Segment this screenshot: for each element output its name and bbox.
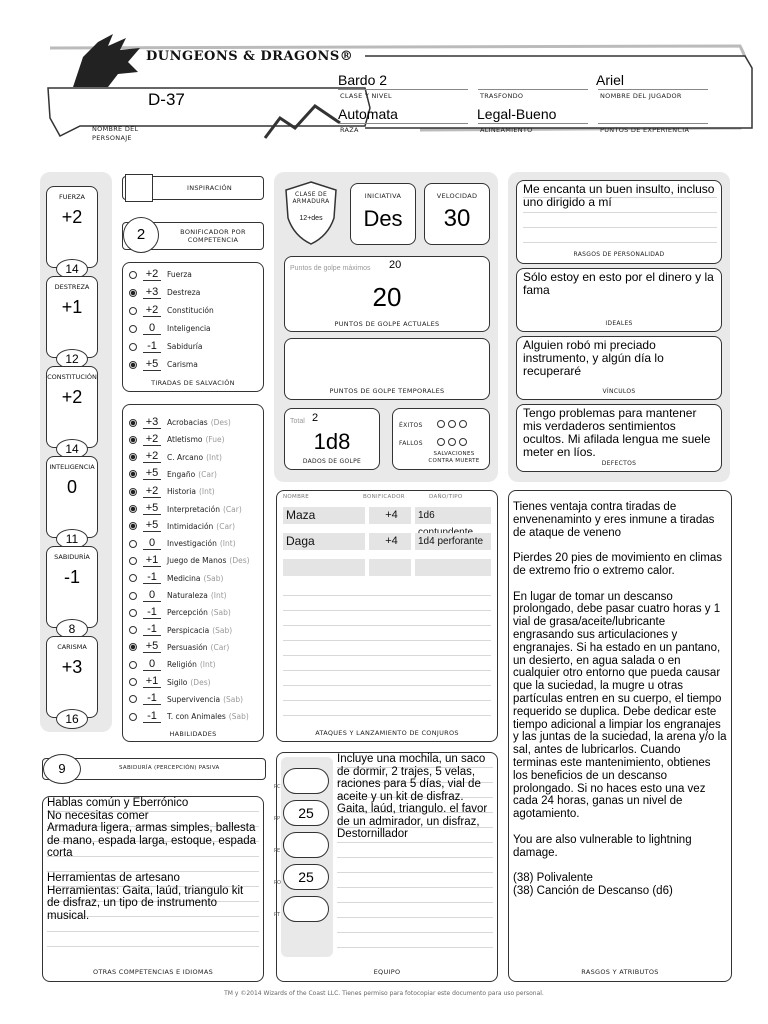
ability-name: CONSTITUCIÓN — [47, 373, 97, 381]
saving-throw-value[interactable]: +5 — [143, 359, 161, 371]
death-saves-label: SALVACIONES CONTRA MUERTE — [428, 451, 480, 464]
logo-text: DUNGEONS & DRAGONS® — [146, 49, 354, 64]
proficiency-dot[interactable] — [129, 470, 137, 478]
skill-attribute: (Int) — [219, 539, 236, 549]
hp-temp-box — [284, 338, 490, 400]
skill-attribute: (Fue) — [205, 435, 225, 445]
skill-value[interactable]: -1 — [143, 693, 161, 705]
skill-row[interactable] — [129, 657, 216, 672]
proficiency-dot[interactable] — [129, 361, 137, 369]
initiative-label: INICIATIVA — [364, 192, 402, 200]
skill-attribute: (Int) — [206, 452, 222, 462]
success-circle[interactable] — [437, 420, 445, 428]
skills-box — [122, 404, 264, 742]
armor-class-value[interactable]: 12+des — [299, 215, 323, 222]
attack-empty-cell[interactable] — [415, 559, 491, 576]
skill-name: Investigación — [167, 539, 217, 549]
skill-attribute: (Car) — [216, 521, 236, 531]
saving-throw-name: Inteligencia — [167, 324, 211, 333]
traits-box — [516, 180, 722, 264]
skill-attribute: (Sab) — [203, 573, 224, 583]
hit-dice-label: DADOS DE GOLPE — [302, 458, 362, 465]
failure-circle[interactable] — [459, 438, 467, 446]
proficiencies-text[interactable]: Hablas común y Eberrónico No necesitas comer Armadura ligera, armas simples, ballesta de mano, espada larga, estoque, espada corta Herramientas de artesano Herramientas: Gaita, laúd, triangulo kit de disfraz, un tipo de instrumento musical. — [47, 797, 259, 957]
coin-label: PO — [274, 880, 281, 886]
attack-empty-cell[interactable] — [283, 559, 365, 576]
initiative-box — [350, 183, 416, 245]
ability-score[interactable]: 8 — [56, 619, 88, 639]
saving-throw-name: Fuerza — [167, 270, 192, 279]
coin-field[interactable] — [274, 864, 329, 890]
skill-row[interactable] — [129, 432, 225, 447]
skill-name: C. Arcano — [167, 452, 204, 462]
ideals-text[interactable]: Sólo estoy en esto por el dinero y la fama — [523, 270, 714, 297]
saving-throw-value[interactable]: +3 — [143, 287, 161, 299]
skill-name: Medicina — [167, 573, 201, 583]
skill-name: Acrobacias — [167, 418, 208, 427]
skill-row[interactable] — [129, 519, 235, 534]
coin-field[interactable] — [274, 768, 329, 794]
skill-name: Engaño — [167, 469, 196, 479]
skill-attribute: (Sab) — [210, 608, 231, 618]
ability-name: INTELIGENCIA — [49, 463, 95, 471]
passive-wisdom-label: SABIDURÍA (PERCEPCIÓN) PASIVA — [119, 765, 220, 771]
ability-name: CARISMA — [57, 643, 87, 651]
skill-value[interactable]: 0 — [143, 590, 161, 602]
attacks-title: ATAQUES Y LANZAMIENTO DE CONJUROS — [315, 729, 459, 737]
ideals-box — [516, 268, 722, 332]
bonds-box — [516, 336, 722, 400]
attacks-notes[interactable] — [283, 581, 491, 721]
skill-name: Perspicacia — [167, 625, 210, 635]
skill-name: Percepción — [167, 608, 208, 618]
saving-throws-box — [122, 262, 264, 392]
skill-attribute: (Int) — [198, 487, 215, 497]
flaws-label: DEFECTOS — [601, 460, 637, 467]
inspiration-box — [122, 176, 264, 200]
ability-box — [46, 546, 98, 636]
hp-max-label: Puntos de golpe máximos — [290, 265, 371, 272]
ability-modifier[interactable]: 0 — [66, 477, 77, 497]
hit-dice-box — [284, 408, 380, 470]
saving-throw-name: Destreza — [167, 288, 201, 297]
ability-score[interactable]: 14 — [56, 439, 88, 459]
ability-modifier[interactable]: +2 — [61, 207, 83, 227]
bonds-text[interactable]: Alguien robó mi preciado instrumento, y algún día lo recuperaré — [523, 338, 664, 378]
proficiency-dot[interactable] — [129, 626, 137, 634]
coin-field[interactable] — [274, 896, 329, 922]
inspiration-input[interactable] — [125, 174, 153, 202]
skills-title: HABILIDADES — [169, 730, 217, 738]
speed-box — [424, 183, 490, 245]
proficiency-dot[interactable] — [129, 289, 137, 297]
death-saves-failures[interactable] — [437, 438, 467, 446]
proficiency-dot[interactable] — [129, 643, 137, 651]
features-box — [508, 490, 732, 982]
alignment-label: ALINEAMIENTO — [480, 126, 533, 134]
attacks-box — [276, 490, 498, 742]
failure-circle[interactable] — [437, 438, 445, 446]
saving-throw-value[interactable]: +2 — [143, 269, 161, 281]
proficiency-dot[interactable] — [129, 522, 137, 530]
skill-row[interactable] — [129, 467, 217, 482]
attacks-col-damage: DAÑO/TIPO — [429, 494, 463, 500]
skill-row[interactable] — [129, 553, 250, 568]
skill-value[interactable]: -1 — [143, 572, 161, 584]
skill-attribute: (Sab) — [212, 625, 233, 635]
proficiency-dot[interactable] — [129, 678, 137, 686]
proficiency-dot[interactable] — [129, 453, 137, 461]
proficiency-dot[interactable] — [129, 436, 137, 444]
saving-throw-name: Sabiduría — [167, 342, 203, 351]
attack-bonus[interactable]: +4 — [369, 507, 411, 524]
character-name[interactable]: D-37 — [148, 90, 185, 109]
skill-name: T. con Animales — [167, 712, 226, 722]
saving-throw-row[interactable] — [129, 321, 211, 336]
proficiency-dot[interactable] — [129, 307, 137, 315]
skill-row[interactable] — [129, 450, 222, 465]
ability-modifier[interactable]: +2 — [61, 387, 83, 407]
flaws-text[interactable]: Tengo problemas para mantener mis verdaderos sentimientos ocultos. Mi afilada lengua me suele meter en líos. — [523, 406, 711, 459]
saving-throw-name: Carisma — [167, 360, 198, 369]
saving-throw-value[interactable]: 0 — [143, 323, 161, 335]
ideals-label: IDEALES — [605, 320, 633, 327]
ability-box — [46, 276, 98, 366]
race[interactable]: Automata — [338, 106, 398, 122]
skill-row[interactable] — [129, 605, 231, 620]
footer-copyright: TM y ©2014 Wizards of the Coast LLC. Tienes permiso para fotocopiar este documento para uso personal. — [224, 990, 544, 997]
proficiency-dot[interactable] — [129, 488, 137, 496]
proficiency-dot[interactable] — [129, 419, 137, 427]
proficiency-dot[interactable] — [129, 343, 137, 351]
attacks-col-name: NOMBRE — [283, 494, 310, 500]
saving-throw-row[interactable] — [129, 303, 214, 318]
proficiency-dot[interactable] — [129, 574, 137, 582]
ability-name: FUERZA — [58, 193, 86, 201]
skill-value[interactable]: +5 — [143, 641, 161, 653]
death-saves-successes[interactable] — [437, 420, 467, 428]
saving-throw-row[interactable] — [129, 267, 192, 282]
proficiency-dot[interactable] — [129, 505, 137, 513]
proficiency-dot[interactable] — [129, 325, 137, 333]
skill-attribute: (Sab) — [228, 712, 249, 722]
hp-current-label: PUNTOS DE GOLPE ACTUALES — [334, 320, 440, 328]
skill-row[interactable] — [129, 536, 236, 551]
bonds-label: VÍNCULOS — [602, 388, 636, 395]
skill-row[interactable] — [129, 709, 249, 724]
death-saves-box — [392, 408, 490, 470]
saving-throw-value[interactable]: -1 — [143, 341, 161, 353]
skill-name: Juego de Manos — [167, 556, 227, 566]
ability-box — [46, 366, 98, 456]
skill-attribute: (Des) — [229, 556, 250, 566]
background-label: TRASFONDO — [480, 92, 524, 100]
skill-name: Supervivencia — [167, 694, 221, 704]
speed-label: VELOCIDAD — [436, 192, 478, 200]
proficiency-dot[interactable] — [129, 271, 137, 279]
skill-name: Atletismo — [167, 435, 203, 445]
skill-attribute: (Des) — [210, 418, 231, 427]
class-level[interactable]: Bardo 2 — [338, 72, 388, 88]
inspiration-label: INSPIRACIÓN — [187, 184, 233, 192]
skill-name: Intimidación — [167, 521, 214, 531]
skill-row[interactable] — [129, 640, 229, 655]
ability-score[interactable]: 12 — [56, 349, 88, 369]
skill-value[interactable]: +2 — [143, 434, 161, 446]
skill-name: Religión — [167, 660, 197, 670]
skill-value[interactable]: +2 — [143, 451, 161, 463]
skill-name: Sigilo — [167, 677, 188, 687]
player-name[interactable]: Ariel — [596, 72, 625, 88]
feature-paragraph: Pierdes 20 pies de movimiento en climas de extremo frio o extremo calor. — [513, 552, 726, 577]
player-name-label: NOMBRE DEL JUGADOR — [600, 92, 682, 100]
skill-row[interactable] — [129, 484, 215, 499]
skill-value[interactable]: -1 — [143, 711, 161, 723]
class-level-label: CLASE Y NIVEL — [340, 92, 392, 100]
ability-name: DESTREZA — [54, 283, 90, 291]
saving-throw-row[interactable] — [129, 357, 198, 372]
skill-row[interactable] — [129, 675, 211, 690]
dragon-logo-icon — [68, 32, 148, 92]
initiative-value[interactable]: Des — [363, 206, 403, 231]
proficiency-dot[interactable] — [129, 695, 137, 703]
feature-paragraph: (38) Polivalente (38) Canción de Descanso (d6) — [513, 872, 673, 897]
skill-attribute: (Car) — [222, 504, 242, 514]
coin-field[interactable] — [274, 800, 329, 826]
features-title: RASGOS Y ATRIBUTOS — [581, 968, 659, 976]
saving-throw-value[interactable]: +2 — [143, 305, 161, 317]
success-circle[interactable] — [459, 420, 467, 428]
features-text[interactable] — [513, 501, 730, 911]
skill-value[interactable]: +2 — [143, 486, 161, 498]
ability-score[interactable]: 11 — [56, 529, 88, 549]
ability-box — [46, 636, 98, 726]
skill-value[interactable]: +5 — [143, 503, 161, 515]
hit-dice-total-label: Total — [290, 418, 305, 425]
skill-value[interactable]: +1 — [143, 555, 161, 567]
proficiency-dot[interactable] — [129, 609, 137, 617]
hp-current-box — [284, 256, 490, 332]
attack-empty-cell[interactable] — [369, 559, 411, 576]
attack-name[interactable]: Daga — [283, 533, 365, 550]
flaws-box — [516, 404, 722, 472]
death-saves-successes-label: ÉXITOS — [399, 422, 423, 429]
ability-box — [46, 186, 98, 276]
attack-damage[interactable]: 1d4 perforante — [415, 533, 491, 550]
skill-row[interactable] — [129, 415, 231, 430]
skill-attribute: (Sab) — [223, 694, 244, 704]
skill-row[interactable] — [129, 588, 227, 603]
coin-field[interactable] — [274, 832, 329, 858]
failure-circle[interactable] — [448, 438, 456, 446]
traits-text[interactable]: Me encanta un buen insulto, incluso uno dirigido a mí — [523, 183, 717, 247]
skill-value[interactable]: -1 — [143, 607, 161, 619]
skill-value[interactable]: +1 — [143, 676, 161, 688]
skill-value[interactable]: +3 — [143, 417, 161, 429]
attacks-col-bonus: BONIFICADOR — [363, 494, 405, 500]
ability-score[interactable]: 16 — [56, 709, 88, 729]
alignment[interactable]: Legal-Bueno — [477, 106, 557, 122]
success-circle[interactable] — [448, 420, 456, 428]
coin-label: PP — [274, 816, 281, 822]
proficiency-dot[interactable] — [129, 557, 137, 565]
proficiency-dot[interactable] — [129, 713, 137, 721]
skill-name: Persuasión — [167, 642, 208, 652]
character-name-label: NOMBRE DEL PERSONAJE — [92, 125, 139, 142]
passive-wisdom-box — [42, 758, 266, 780]
equipment-title: EQUIPO — [373, 968, 401, 976]
skill-attribute: (Int) — [210, 591, 227, 600]
proficiency-dot[interactable] — [129, 540, 137, 548]
feature-paragraph: Tienes ventaja contra tiradas de envenenaminto y eres inmune a tiradas de ataque de veneno — [513, 501, 718, 539]
hp-current-value[interactable]: 20 — [372, 282, 402, 312]
coin-label: PT — [274, 912, 281, 918]
ability-score[interactable]: 14 — [56, 259, 88, 279]
proficiency-dot[interactable] — [129, 661, 137, 669]
ability-modifier[interactable]: +1 — [61, 297, 83, 317]
hit-dice-total[interactable]: 2 — [312, 412, 319, 424]
passive-wisdom-value[interactable]: 9 — [43, 754, 81, 784]
saving-throw-row[interactable] — [129, 339, 202, 354]
skill-value[interactable]: +5 — [143, 468, 161, 480]
saving-throw-row[interactable] — [129, 285, 200, 300]
proficiencies-box — [42, 796, 264, 982]
feature-paragraph: You are also vulnerable to lightning damage. — [513, 833, 695, 859]
coin-label: PC — [274, 784, 281, 790]
coin-value[interactable]: 25 — [298, 869, 314, 885]
skill-row[interactable] — [129, 623, 232, 638]
skill-value[interactable]: +5 — [143, 520, 161, 532]
attack-name[interactable]: Maza — [283, 507, 365, 524]
skill-attribute: (Int) — [199, 660, 216, 670]
xp-label: PUNTOS DE EXPERIENCIA — [600, 126, 690, 134]
skill-name: Historia — [167, 487, 196, 497]
saving-throws-title: TIRADAS DE SALVACIÓN — [151, 379, 235, 387]
skill-name: Interpretación — [167, 504, 220, 514]
skill-attribute: (Car) — [210, 642, 230, 652]
proficiencies-title: OTRAS COMPETENCIAS E IDIOMAS — [92, 968, 213, 976]
skill-name: Naturaleza — [167, 591, 208, 600]
attack-bonus[interactable]: +4 — [369, 533, 411, 550]
skill-value[interactable]: 0 — [143, 659, 161, 671]
armor-class-shield-icon — [284, 180, 338, 246]
skill-attribute: (Car) — [198, 469, 217, 479]
equipment-text[interactable]: Incluye una mochila, un saco de dormir, 2 trajes, 5 velas, raciones para 5 días, vial de aceite y un kit de disfraz. Gaita, laúd, triangulo. el favor de un admirador, un disfraz, Destornillador — [337, 753, 493, 953]
proficiency-dot[interactable] — [129, 592, 137, 600]
armor-class-label: CLASE DE ARMADURA — [292, 191, 330, 205]
skill-value[interactable]: 0 — [143, 538, 161, 550]
skill-row[interactable] — [129, 571, 223, 586]
hp-temp-label: PUNTOS DE GOLPE TEMPORALES — [329, 387, 445, 395]
saving-throw-name: Constitución — [167, 306, 214, 315]
ability-box — [46, 456, 98, 546]
race-label: RAZA — [340, 126, 359, 134]
traits-label: RASGOS DE PERSONALIDAD — [573, 251, 665, 258]
speed-value[interactable]: 30 — [443, 205, 471, 232]
death-saves-failures-label: FALLOS — [399, 440, 423, 447]
feature-paragraph: En lugar de tomar un descanso prolongado, debe pasar cuatro horas y 1 vial de grasa/aceite/lubricante engrasando sus articulaciones y engranajes. Si ha estado en un pantano, un desierto, en agua salada o en cualquier otro entorno que pueda causar que la suciedad, la mugre u otras partículas entren en su cuerpo, el tiempo requerido se duplica. Debe dedicar este tiempo adicional a limpiar los engranajes y las juntas de la suciedad, la arena y/o la sal, antes de lubricarlos. Cuando terminas este mantenimiento, obtienes los beneficios de un descanso prolongado. Si no haces esto una vez cada 24 horas, ganas un nivel de agotamiento. — [513, 590, 730, 821]
hp-max-value[interactable]: 20 — [389, 259, 402, 271]
proficiency-label: BONIFICADOR POR COMPETENCIA — [180, 228, 246, 244]
skill-attribute: (Des) — [190, 677, 211, 687]
attack-damage[interactable]: 1d6 — [415, 507, 491, 524]
ability-modifier[interactable]: -1 — [63, 567, 80, 587]
skill-row[interactable] — [129, 502, 242, 517]
ability-modifier[interactable]: +3 — [61, 657, 83, 677]
coin-value[interactable]: 25 — [298, 805, 314, 821]
hit-dice-value[interactable]: 1d8 — [313, 429, 351, 454]
proficiency-box — [122, 222, 264, 250]
skill-row[interactable] — [129, 692, 243, 707]
ability-name: SABIDURÍA — [54, 553, 90, 561]
skill-value[interactable]: -1 — [143, 624, 161, 636]
coin-label: PE — [274, 848, 281, 854]
proficiency-value[interactable]: 2 — [123, 217, 159, 253]
